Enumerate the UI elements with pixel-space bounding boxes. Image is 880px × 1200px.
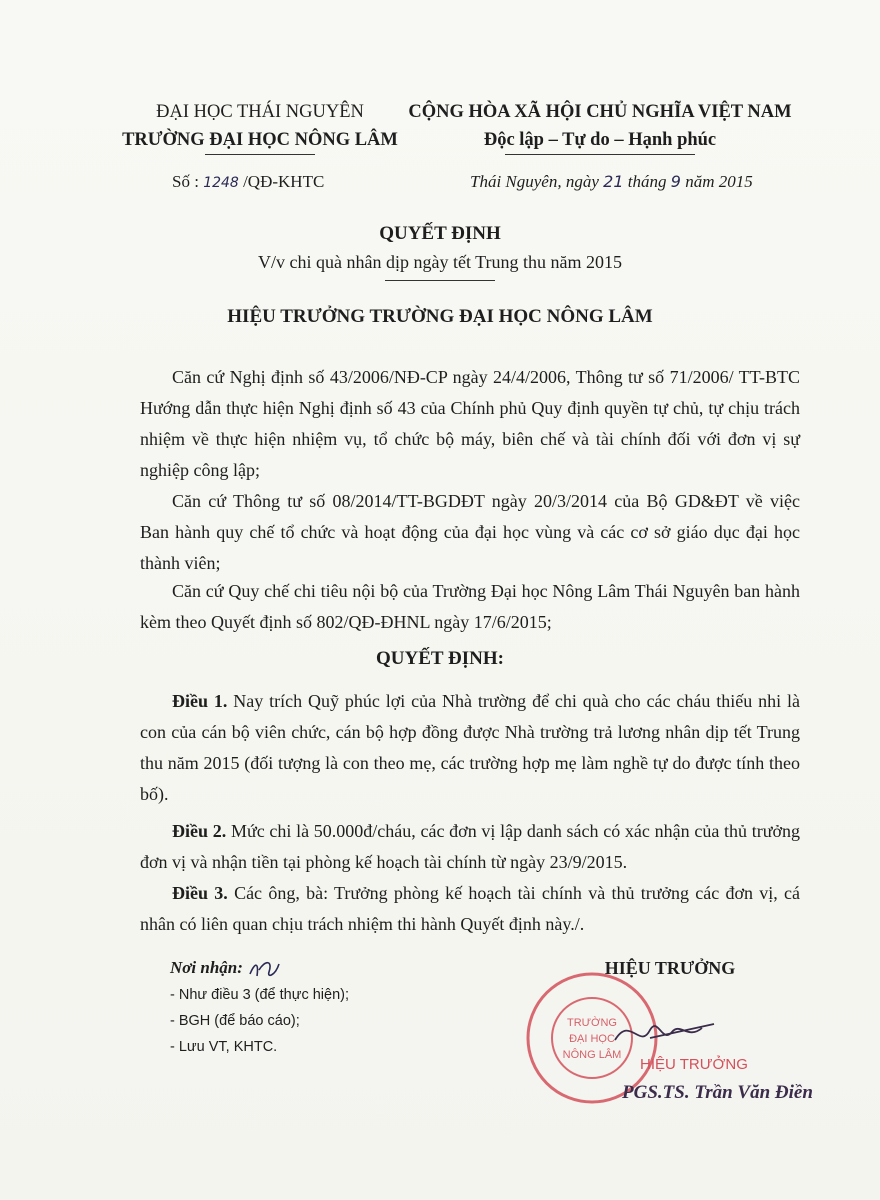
document-subject: V/v chi quà nhân dịp ngày tết Trung thu năm 2015 [258,252,622,272]
article-2-text: Mức chi là 50.000đ/cháu, các đơn vị lập danh sách có xác nhận của thủ trưởng đơn vị và nhận tiền tại phòng kế hoạch tài chính từ ngày 23/9/2015. [140,821,801,872]
article-2-label: Điều 2. [172,821,227,841]
date-month: 9 [670,172,681,191]
article-1 [140,686,800,810]
handwritten-mark-icon [247,958,281,980]
recipient-item: - Như điều 3 (để thực hiện); [170,987,349,1004]
org-name: TRƯỜNG ĐẠI HỌC NÔNG LÂM [122,130,398,150]
article-3-text: Các ông, bà: Trưởng phòng kế hoạch tài chính và thủ trưởng các đơn vị, cá nhân có liên quan chịu trách nhiệm thi hành Quyết định này./. [140,883,801,934]
motto-underline [505,154,695,155]
stamp-title: HIỆU TRƯỞNG [640,1056,748,1073]
country-motto: Độc lập – Tự do – Hạnh phúc [483,130,717,150]
seal-line-3: NÔNG LÂM [562,1049,622,1061]
org-parent: ĐẠI HỌC THÁI NGUYÊN [156,102,364,122]
title-block [0,220,880,281]
recipients-block [170,958,470,1060]
article-1-text: Nay trích Quỹ phúc lợi của Nhà trường để chi quà cho các cháu thiếu nhi là con của cán bộ viên chức, cán bộ hợp đồng được Nhà trường trả lương nhân dịp tết Trung thu năm 2015 (đối tượng là con theo mẹ, các trường hợp mẹ làm nghề tự do được tính theo bố). [140,691,801,804]
preamble-2-text: Căn cứ Thông tư số 08/2014/TT-BGDĐT ngày 20/3/2014 của Bộ GD&ĐT về việc Ban hành quy chế tổ chức và hoạt động của đại học vùng và các cơ sở giáo dục đại học thành viên; [140,491,800,573]
doc-number-handwritten: 1248 [203,175,239,191]
recipient-item: - Lưu VT, KHTC. [170,1039,278,1056]
seal-line-2: ĐẠI HỌC [569,1033,615,1045]
document-number [172,172,324,192]
org-underline [205,154,315,155]
article-2 [140,816,800,878]
header-left [100,98,420,155]
recipients-heading-text: Nơi nhận: [170,958,243,977]
header-right [390,98,810,155]
seal-line-1: TRƯỜNG [567,1017,617,1029]
preamble-3 [140,576,800,638]
recipients-heading [170,958,470,980]
decision-heading: QUYẾT ĐỊNH: [376,648,504,669]
date-year: năm 2015 [685,172,753,191]
issuer-block [0,306,880,328]
signer-name: PGS.TS. Trần Văn Điền [622,1082,813,1103]
decision-heading-block [0,648,880,670]
doc-number-suffix: /QĐ-KHTC [243,172,325,191]
date-place: Thái Nguyên, ngày [470,172,599,191]
country-name: CỘNG HÒA XÃ HỘI CHỦ NGHĨA VIỆT NAM [408,102,792,122]
date-month-label: tháng [627,172,667,191]
preamble-2 [140,486,800,579]
recipient-item: - BGH (để báo cáo); [170,1013,300,1030]
subject-underline [385,280,495,281]
article-1-label: Điều 1. [172,691,228,711]
preamble-1 [140,362,800,486]
article-3 [140,878,800,940]
preamble-3-text: Căn cứ Quy chế chi tiêu nội bộ của Trường Đại học Nông Lâm Thái Nguyên ban hành kèm theo Quyết định số 802/QĐ-ĐHNL ngày 17/6/2015; [140,581,800,632]
document-title: QUYẾT ĐỊNH [379,223,501,244]
signature-title: HIỆU TRƯỞNG [604,958,736,978]
issuer-title: HIỆU TRƯỞNG TRƯỜNG ĐẠI HỌC NÔNG LÂM [227,306,653,327]
preamble-1-text: Căn cứ Nghị định số 43/2006/NĐ-CP ngày 24/4/2006, Thông tư số 71/2006/ TT-BTC Hướng dẫn thực hiện Nghị định số 43 của Chính phủ Quy định quyền tự chủ, tự chịu trách nhiệm về thực hiện nhiệm vụ, tổ chức bộ máy, biên chế và tài chính đối với đơn vị sự nghiệp công lập; [140,367,800,480]
doc-number-prefix: Số : [172,172,199,191]
date-day: 21 [603,172,624,191]
document-date [470,172,753,192]
signature-scribble-icon [610,1010,720,1060]
article-3-label: Điều 3. [172,883,228,903]
